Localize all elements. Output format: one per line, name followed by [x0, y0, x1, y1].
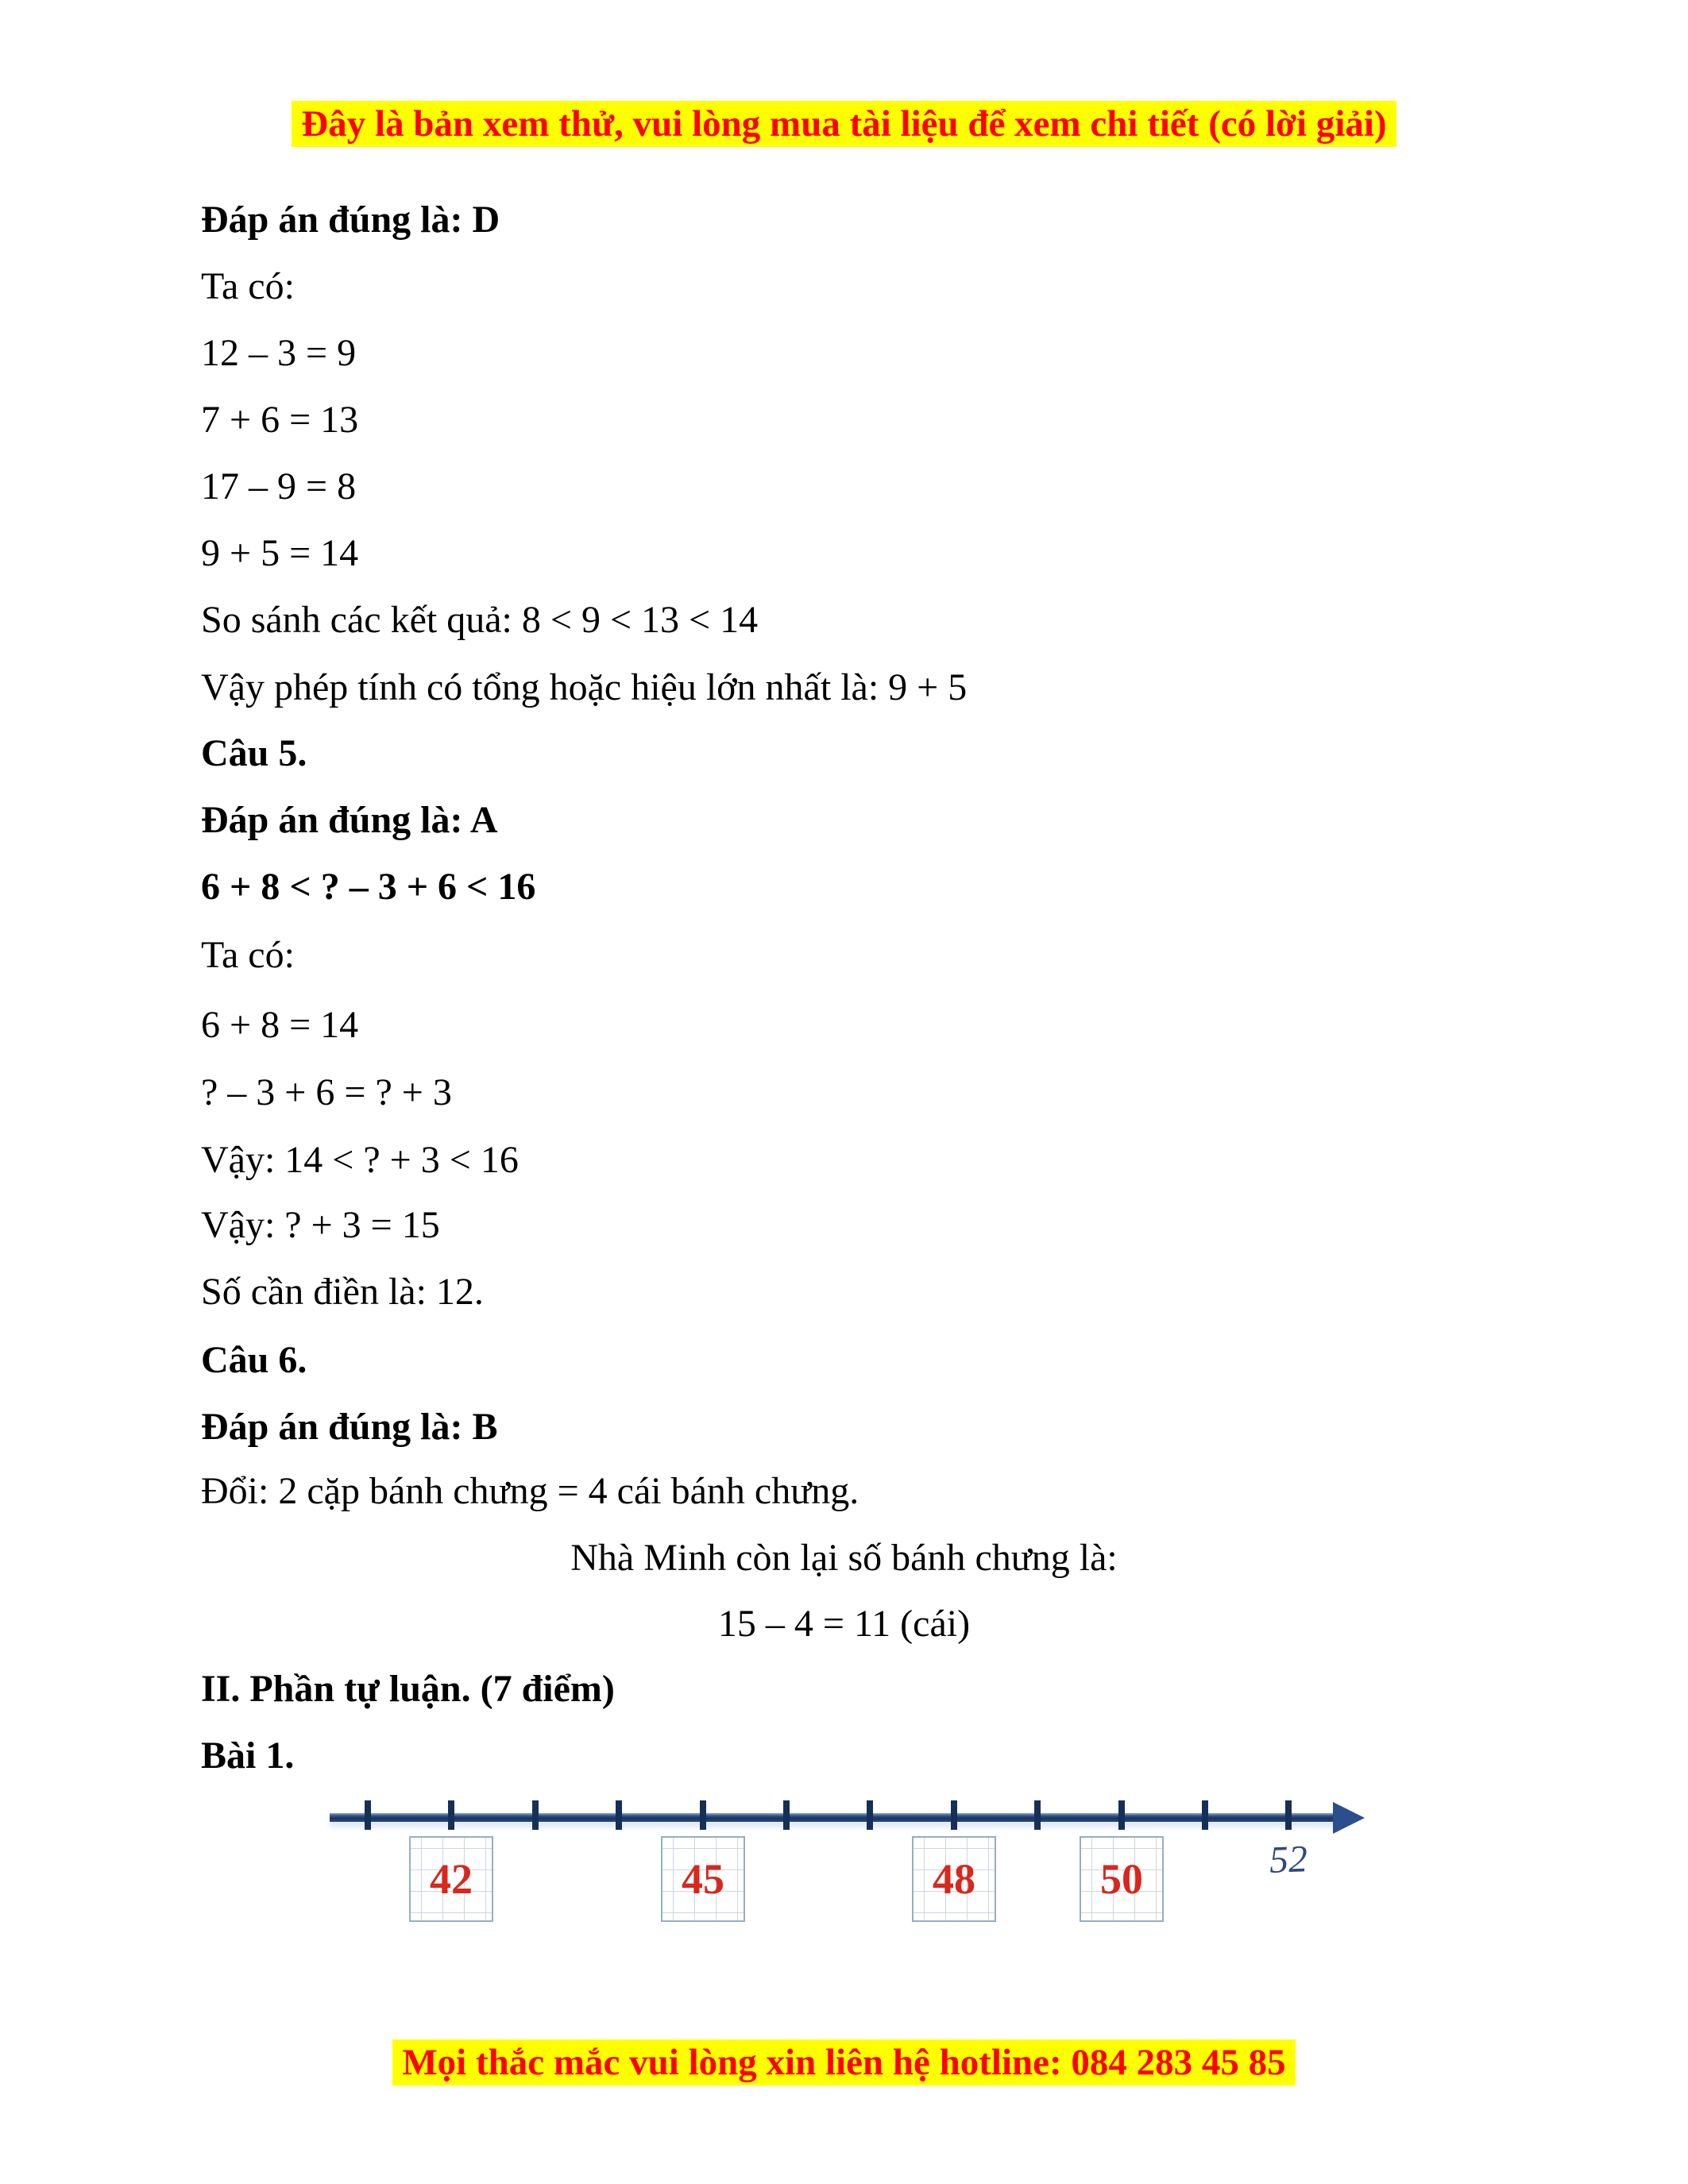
- number-line-tick: [951, 1800, 957, 1830]
- problem-statement: 6 + 8 < ? – 3 + 6 < 16: [201, 866, 536, 908]
- comparison-line: Vậy: 14 < ? + 3 < 16: [201, 1139, 519, 1181]
- word-problem-statement: Nhà Minh còn lại số bánh chưng là:: [570, 1537, 1118, 1579]
- number-line-tick: [867, 1800, 873, 1830]
- number-line-tick: [365, 1800, 371, 1830]
- conclusion-line: Vậy phép tính có tổng hoặc hiệu lớn nhất là: 9 + 5: [201, 666, 968, 708]
- number-line-tick: [700, 1800, 706, 1830]
- word-problem-equation: 15 – 4 = 11 (cái): [717, 1603, 971, 1645]
- exercise-heading-bai1: Bài 1.: [201, 1734, 295, 1777]
- number-line-arrow-icon: [1333, 1802, 1365, 1834]
- number-line-tick: [783, 1800, 790, 1830]
- answer-heading-cau5: Đáp án đúng là: A: [201, 799, 498, 841]
- number-line-tick: [532, 1800, 539, 1830]
- number-line-tick: [616, 1800, 622, 1830]
- section-heading-essay: II. Phần tự luận. (7 điểm): [201, 1668, 615, 1710]
- answer-heading-cau4: Đáp án đúng là: D: [201, 199, 500, 241]
- number-line-tick: [1034, 1800, 1041, 1830]
- equation-line: 6 + 8 = 14: [201, 1004, 359, 1046]
- equation-line: 17 – 9 = 8: [201, 465, 357, 507]
- hotline-notice-banner: [0, 2039, 1688, 2086]
- conclusion-line: Số cần điền là: 12.: [201, 1271, 484, 1313]
- solution-line: Ta có:: [201, 934, 295, 976]
- conversion-line: Đổi: 2 cặp bánh chưng = 4 cái bánh chưng.: [201, 1470, 859, 1512]
- number-line-tick: [1285, 1800, 1292, 1830]
- preview-notice-text: Đây là bản xem thử, vui lòng mua tài liệu để xem chi tiết (có lời giải): [292, 101, 1396, 147]
- number-line-tick: [1202, 1800, 1208, 1830]
- number-line-tick: [1118, 1800, 1125, 1830]
- number-line-label-box: [1080, 1836, 1164, 1922]
- number-line-label-box: [409, 1836, 493, 1922]
- number-line-label-48: 48: [933, 1855, 975, 1903]
- comparison-line: So sánh các kết quả: 8 < 9 < 13 < 14: [201, 599, 759, 641]
- question-heading-cau5: Câu 5.: [201, 732, 307, 774]
- number-line-tick: [448, 1800, 454, 1830]
- number-line-axis: [330, 1813, 1337, 1822]
- number-line-label-45: 45: [682, 1855, 724, 1903]
- equation-line: 7 + 6 = 13: [201, 399, 359, 441]
- equation-line: 12 – 3 = 9: [201, 332, 357, 374]
- solution-line: Ta có:: [201, 265, 295, 307]
- number-line-label-box: [661, 1836, 745, 1922]
- number-line-label-50: 50: [1100, 1855, 1143, 1903]
- equation-line: 9 + 5 = 14: [201, 532, 359, 574]
- equation-line: ? – 3 + 6 = ? + 3: [201, 1071, 452, 1113]
- hotline-notice-text: Mọi thắc mắc vui lòng xin liên hệ hotline: 084 283 45 85: [392, 2039, 1295, 2086]
- question-heading-cau6: Câu 6.: [201, 1339, 307, 1381]
- preview-notice-banner: [0, 101, 1688, 147]
- equation-line: Vậy: ? + 3 = 15: [201, 1204, 440, 1246]
- number-line-label-42: 42: [430, 1855, 473, 1903]
- answer-heading-cau6: Đáp án đúng là: B: [201, 1406, 498, 1448]
- number-line-label-box: [912, 1836, 996, 1922]
- number-line-end-label-52: 52: [1269, 1838, 1308, 1881]
